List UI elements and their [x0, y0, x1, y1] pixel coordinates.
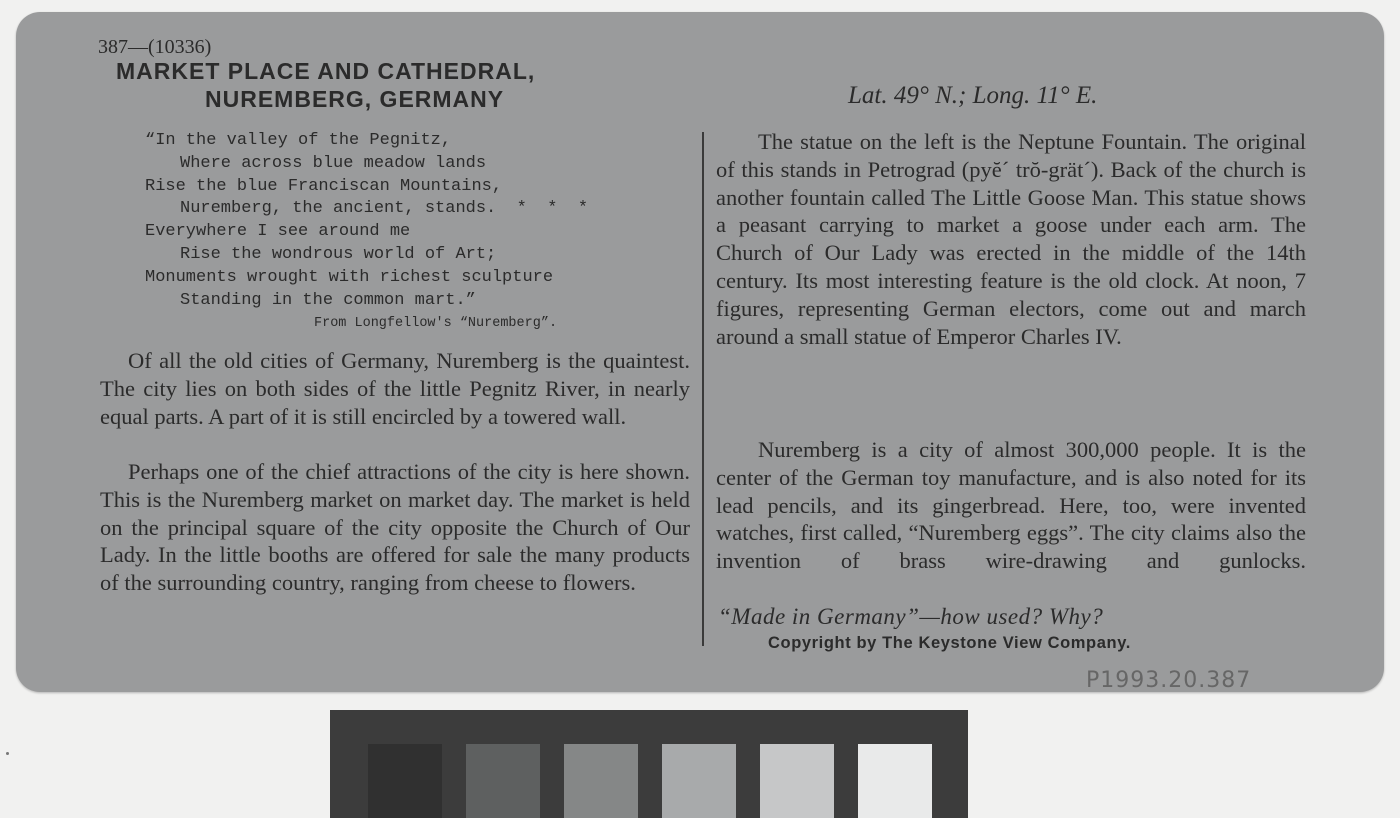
coordinates: Lat. 49° N.; Long. 11° E.	[848, 82, 1098, 109]
accession-number: P1993.20.387	[1086, 668, 1252, 693]
color-calibration-strip	[330, 710, 968, 818]
swatch	[662, 744, 736, 818]
swatch	[466, 744, 540, 818]
title-line-1: MARKET PLACE AND CATHEDRAL,	[116, 58, 536, 84]
poem-line: Where across blue meadow lands	[180, 153, 487, 173]
swatch	[368, 744, 442, 818]
dust-speck	[6, 752, 9, 755]
title-line-2: NUREMBERG, GERMANY	[205, 86, 505, 112]
swatch	[564, 744, 638, 818]
poem-line: “In the valley of the Pegnitz,	[145, 131, 452, 150]
poem-line: Everywhere I see around me	[145, 222, 411, 242]
poem-line: Rise the wondrous world of Art;	[180, 244, 497, 264]
swatch	[858, 744, 932, 818]
poem-line: Monuments wrought with richest sculpture	[145, 267, 554, 287]
closing-question: “Made in Germany”—how used? Why?	[718, 604, 1104, 629]
swatch	[760, 744, 834, 818]
poem-line: Nuremberg, the ancient, stands. * * *	[180, 199, 589, 219]
poem-line: Rise the blue Franciscan Mountains,	[145, 176, 503, 196]
copyright-line: Copyright by The Keystone View Company.	[768, 634, 1131, 652]
catalog-number: 387—(10336)	[98, 36, 212, 58]
paragraph-market: Perhaps one of the chief attractions of the city is here shown. This is the Nuremberg market on market day. The market is held on the principal square of the city opposite the Church of Our Lady. In the little booths are offered for sale the many products of the surrounding country, ranging from cheese to flowers.	[100, 459, 690, 596]
poem-attribution: From Longfellow's “Nuremberg”.	[314, 316, 558, 331]
poem-line: Standing in the common mart.”	[180, 290, 476, 310]
paragraph-cities: Of all the old cities of Germany, Nuremberg is the quaintest. The city lies on both sides of the little Pegnitz River, in nearly equal parts. A part of it is still encircled by a towered wall.	[100, 348, 690, 429]
paragraph-fountain: The statue on the left is the Neptune Fountain. The original of this stands in Petrograd (pyĕ´ trŏ-grät´). Back of the church is another fountain called The Little Goose Man. This statue shows a peasant carrying to market a goose under each arm. The Church of Our Lady was erected in the middle of the 14th century. Its most interesting feature is the old clock. At noon, 7 figures, representing German electors, come out and march around a small statue of Emperor Charles IV.	[716, 129, 1306, 349]
paragraph-city-facts: Nuremberg is a city of almost 300,000 people. It is the center of the German toy manufacture, and is also noted for its lead pencils, and its gingerbread. Here, too, were invented watches, first called, “Nuremberg eggs”. The city claims also the invention of brass wire-drawing and gunlocks.	[716, 437, 1306, 574]
column-divider	[702, 132, 704, 646]
poem	[145, 130, 588, 312]
